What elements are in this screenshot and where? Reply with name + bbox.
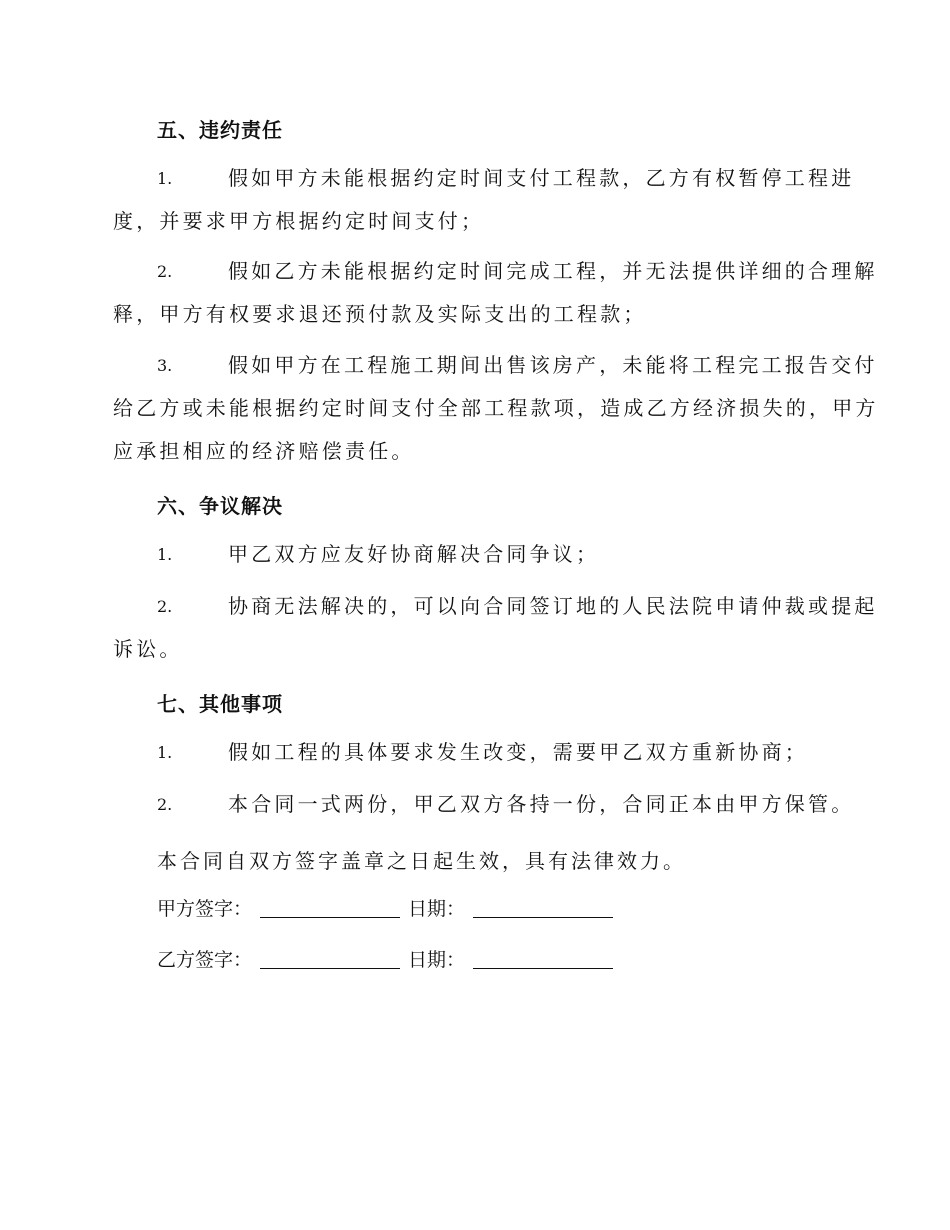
item-text-line: 诉讼。 — [113, 637, 183, 661]
party-a-signature-field[interactable] — [260, 899, 400, 918]
item-number: 2. — [157, 795, 173, 814]
item-text-line: 假如乙方未能根据约定时间完成工程，并无法提供详细的合理解 — [228, 259, 878, 283]
party-a-signature-row — [157, 894, 621, 921]
item-number: 1. — [157, 169, 173, 188]
closing-statement: 本合同自双方签字盖章之日起生效，具有法律效力。 — [157, 849, 686, 873]
item-text-line: 应承担相应的经济赔偿责任。 — [113, 439, 415, 463]
section-heading-dispute: 六、争议解决 — [157, 494, 283, 518]
list-item — [113, 533, 837, 576]
list-item — [113, 585, 878, 671]
item-text-line: 假如甲方在工程施工期间出售该房产，未能将工程完工报告交付 — [228, 353, 878, 377]
item-number: 2. — [157, 597, 173, 616]
item-text-line: 本合同一式两份，甲乙双方各持一份，合同正本由甲方保管。 — [228, 792, 855, 816]
item-text-line: 度，并要求甲方根据约定时间支付； — [113, 209, 485, 233]
item-text-line: 甲乙双方应友好协商解决合同争议； — [228, 542, 600, 566]
list-item — [113, 344, 879, 473]
item-number: 1. — [157, 545, 173, 564]
item-text-line: 协商无法解决的，可以向合同签订地的人民法院申请仲裁或提起 — [228, 594, 878, 618]
party-b-date-label: 日期： — [408, 949, 466, 971]
section-heading-breach: 五、违约责任 — [157, 118, 283, 142]
item-number: 2. — [157, 262, 173, 281]
item-text-line: 假如工程的具体要求发生改变，需要甲乙双方重新协商； — [228, 740, 808, 764]
item-text-line: 给乙方或未能根据约定时间支付全部工程款项，造成乙方经济损失的，甲方 — [113, 396, 879, 420]
list-item — [113, 731, 837, 774]
item-text-line: 假如甲方未能根据约定时间支付工程款，乙方有权暂停工程进 — [228, 166, 855, 190]
section-heading-other: 七、其他事项 — [157, 692, 283, 716]
list-item — [113, 157, 855, 243]
party-b-signature-field[interactable] — [260, 950, 400, 969]
party-b-signature-label: 乙方签字： — [157, 949, 253, 971]
party-b-signature-row — [157, 945, 621, 972]
item-number: 3. — [157, 356, 173, 375]
party-a-date-field[interactable] — [473, 899, 613, 918]
party-a-signature-label: 甲方签字： — [157, 898, 253, 920]
party-b-date-field[interactable] — [473, 950, 613, 969]
party-a-date-label: 日期： — [408, 898, 466, 920]
list-item — [113, 250, 878, 336]
item-text-line: 释，甲方有权要求退还预付款及实际支出的工程款； — [113, 302, 647, 326]
list-item — [113, 783, 855, 826]
item-number: 1. — [157, 743, 173, 762]
